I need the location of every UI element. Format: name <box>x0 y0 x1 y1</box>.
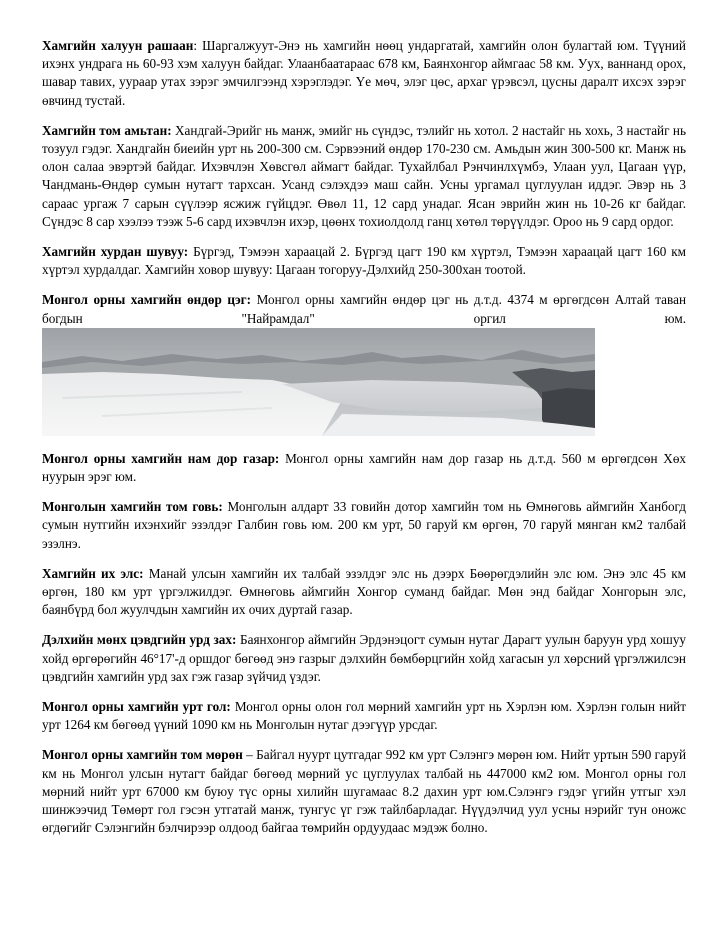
heading-fastest-bird: Хамгийн хурдан шувуу: <box>42 244 189 260</box>
paragraph-longest-river <box>42 698 686 734</box>
paragraph-highest-point <box>42 291 686 327</box>
paragraph-largest-sand <box>42 565 686 620</box>
text-permafrost-edge: Баянхонгор аймгийн Эрдэнэцогт сумын нутаг Дарагт уулын баруун урд хошуу хойд өргөрөгийн 46°17'-д оршдог бөгөөд энэ газрыг дэлхийн бөмбөрцгийн хойд хагасын ул хөрсний үргэлжилсэн цэвдгийн хамгийн урд зах гэж газар зүйчид үздэг. <box>42 632 687 684</box>
mountain-photo-row <box>42 328 686 436</box>
heading-largest-sand: Хамгийн их элс: <box>42 565 144 581</box>
paragraph-hot-spring <box>42 37 686 110</box>
heading-highest-point: Монгол орны хамгийн өндөр цэг: <box>42 292 252 308</box>
paragraph-permafrost-edge <box>42 631 686 686</box>
paragraph-largest-gobi <box>42 498 686 553</box>
paragraph-lowest-point <box>42 450 686 486</box>
text-longest-river: Монгол орны олон гол мөрний хамгийн урт нь Хэрлэн юм. Хэрлэн голын нийт урт 1264 км бөгөөд үүний 1090 км нь Монголын нутаг дээгүүр урсдаг. <box>42 699 687 733</box>
heading-largest-animal: Хамгийн том амьтан: <box>42 122 172 138</box>
paragraph-fastest-bird <box>42 243 686 279</box>
mountain-lake-photo <box>42 328 595 436</box>
text-fastest-bird: Бүргэд, Тэмээн хараацай 2. Бүргэд цагт 190 км хүртэл, Тэмээн хараацай цагт 160 км хүртэл хурдалдаг. Хамгийн ховор шувуу: Цагаан тогоруу-Дэлхийд 250-300хан тоотой. <box>42 244 686 278</box>
heading-hot-spring: Хамгийн халуун рашаан <box>42 38 194 53</box>
heading-longest-river: Монгол орны хамгийн урт гол: <box>42 699 231 715</box>
document-page <box>42 37 686 850</box>
heading-lowest-point: Монгол орны хамгийн нам дор газар: <box>42 450 280 466</box>
paragraph-largest-river <box>42 746 686 837</box>
text-largest-gobi: Монголын алдарт 33 говийн дотор хамгийн том нь Өмнөговь аймгийн Ханбогд сумын нутгийн ихэнхийг эзэлдэг Галбин говь юм. 200 км урт, 50 гаруй км өргөн, 70 гаруй мянган км2 талбай эзэлнэ. <box>42 499 686 551</box>
text-hot-spring: Шаргалжуут-Энэ нь хамгийн нөөц ундаргатай, хамгийн олон булагтай юм. Түүний ихэнх ундрага нь 60-93 хэм халуун байдаг. Улаанбаатараас 678 км, Баянхонгор аймгаас 58 км. Уух, ваннанд орох, шавар тавих, уураар утах зэрэг эмчилгээнд хэрэглэдэг. Үе мөч, элэг цөс, архаг үрэвсэл, цусны даралт ихсэх зэрэг өвчинд тустай. <box>42 38 686 108</box>
heading-largest-gobi: Монголын хамгийн том говь: <box>42 499 223 515</box>
heading-largest-river: Монгол орны хамгийн том мөрөн <box>42 747 243 763</box>
text-largest-river: Байгал нуурт цутгадаг 992 км урт Сэлэнгэ мөрөн юм. Нийт уртын 590 гаруй км нь Монгол улсын нутагт байдаг бөгөөд мөрний ус цуглуулах талбай нь 447000 км2 юм. Монгол орны гол мөрний нийт урт 67000 км буюу түс орны хилийн шугамаас 8.2 дахин урт юм.Сэлэнгэ гэдэг үгийн утгыг хэл шинжээчид Төмөрт гол гэсэн утгатай манж, тунгус үг гэж тайлбарладаг. Нүүдэлчид уул усны нэрийг тун оножс өгдөгийг Сэлэнгийн бэлчирээр олдоод байгаа төмрийн ордуудаас мэдэж болно. <box>42 747 686 836</box>
separator: : <box>193 38 203 53</box>
text-largest-animal: Хандгай-Эрийг нь манж, эмийг нь сүндэс, тэлийг нь хотол. 2 настайг нь хохь, 3 настайг нь тозуул гэдэг. Хандгайн биеийн урт нь 200-300 см. Сэрвээний өндөр 170-230 см. Амьдын жин 300-500 кг. Манж нь олон салаа эвэртэй байдаг. Ихэвчлэн Хөвсгөл аймагт байдаг. Тухайлбал Рэнчинлхүмбэ, Улаан уул, Цагаан үүр, Чандмань-Өндөр сумын нутагт тархсан. Усанд сэлэхдээ маш сайн. Усны ургамал цуглуулан иддэг. Эвэр нь 3 сараас ургаж 7 сарын сүүлээр ясжиж гүйцдэг. Өвөл 11, 12 сард унадаг. Ясан эврийн жин нь 10-26 кг байдаг. Сүндэс 8 сар хээлээ тээж 5-6 сард ихэвчлэн ихэр, цөөнх тохиолдолд ганц хөтөл төрүүлдэг. Ороо нь 9 сард ордог. <box>42 122 687 229</box>
separator: – <box>242 747 257 763</box>
text-highest-point: Монгол орны хамгийн өндөр цэг нь д.т.д. 4374 м өргөгдсөн Алтай таван богдын "Найрамдал" оргил юм. <box>42 292 687 326</box>
heading-permafrost-edge: Дэлхийн мөнх цэвдгийн урд зах: <box>42 632 237 648</box>
text-largest-sand: Манай улсын хамгийн их талбай эзэлдэг элс нь дээрх Бөөрөгдэлийн элс юм. Энэ элс 45 км өргөн, 180 км урт үргэлжилдэг. Өмнөговь аймгийн Хонгор суманд байдаг. Мөн энд байдаг Хонгорын элс, баянбүрд бол жуулчдын хамгийн их очих дуртай газар. <box>42 565 687 618</box>
paragraph-largest-animal <box>42 122 686 231</box>
text-lowest-point: Монгол орны хамгийн нам дор газар нь д.т.д. 560 м өргөгдсөн Хөх нуурын эрэг юм. <box>42 450 687 485</box>
